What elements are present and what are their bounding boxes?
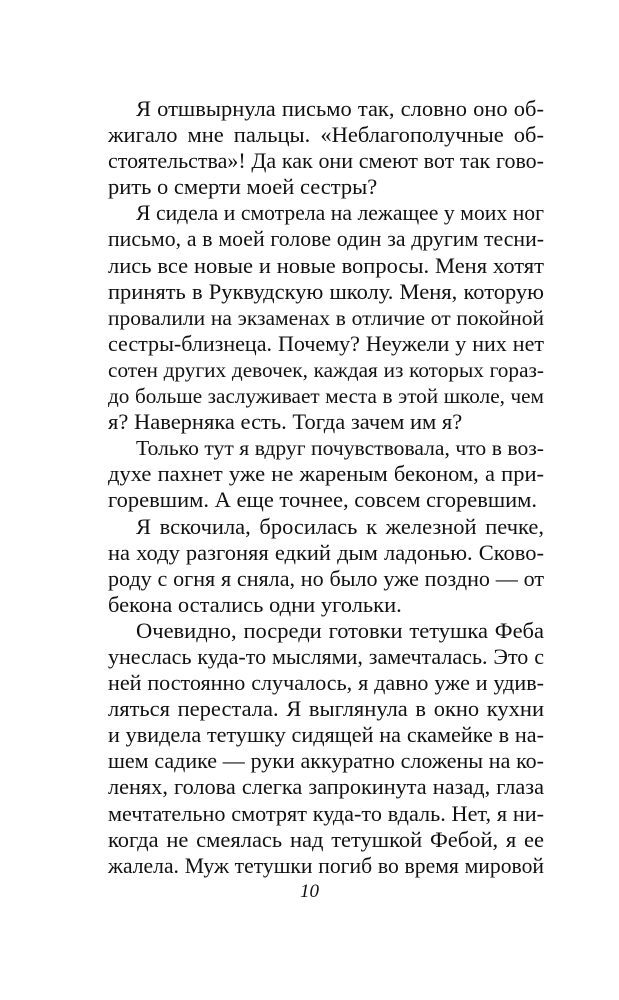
text-line: принять в Руквудскую школу. Меня, которую [108, 278, 544, 304]
text-line: мечтательно смотрят куда-то вдаль. Нет, я ни- [108, 800, 544, 826]
text-line: рить о смерти моей сестры? [108, 174, 378, 200]
text-line: жалела. Муж тетушки погиб во время мировой [108, 853, 544, 878]
text-line: Я сидела и смотрела на лежащее у моих ног [136, 201, 544, 226]
text-line: бекона остались одни угольки. [108, 591, 402, 617]
paragraph [108, 96, 544, 200]
text-line: ляться перестала. Я выглянула в окно кухни [108, 696, 544, 722]
paragraph [108, 435, 544, 513]
text-line: роду с огня я сняла, но было уже поздно — от [108, 565, 544, 591]
paragraph [108, 200, 544, 435]
text-line: ней постоянно случалось, я давно уже и удив- [108, 670, 544, 696]
text-line: духе пахнет уже не жареным беконом, а при- [108, 461, 544, 487]
text-line: лись все новые и новые вопросы. Меня хотят [108, 252, 544, 278]
text-line: и увидела тетушку сидящей на скамейке в на- [108, 722, 544, 748]
text-line: стоятельства»! Да как они смеют вот так гово- [108, 148, 544, 174]
text-line: Очевидно, посреди готовки тетушка Феба [136, 617, 544, 643]
text-line: жигало мне пальцы. «Неблагополучные об- [108, 122, 544, 148]
text-line: я? Наверняка есть. Тогда зачем им я? [108, 409, 463, 435]
text-line: Я вскочила, бросилась к железной печке, [136, 513, 544, 539]
text-line: на ходу разгоняя едкий дым ладонью. Сково- [108, 539, 544, 565]
text-line: шем садике — руки аккуратно сложены на ко- [108, 748, 544, 774]
body-text [108, 96, 544, 879]
text-line: до больше заслуживает места в этой школе, чем [108, 384, 544, 409]
text-line: Только тут я вдруг почувствовала, что в воз- [136, 436, 544, 461]
text-line: горевшим. А еще точнее, совсем сгоревшим. [108, 487, 538, 513]
paragraph [108, 618, 544, 879]
text-line: унеслась куда-то мыслями, замечталась. Это с [108, 643, 544, 669]
text-line: ленях, голова слегка запрокинута назад, глаза [108, 774, 544, 800]
text-line: сестры-близнеца. Почему? Неужели у них нет [108, 330, 544, 356]
text-line: когда не смеялась над тетушкой Фебой, я ее [108, 826, 544, 852]
text-line: Я отшвырнула письмо так, словно оно об- [136, 96, 544, 121]
text-line: провалили на экзаменах в отличие от покойной [108, 305, 544, 330]
page-number: 10 [300, 881, 319, 902]
text-line: сотен других девочек, каждая из которых горaз- [108, 357, 544, 382]
text-line: письмо, а в моей голове один за другим тесни- [108, 227, 544, 252]
paragraph [108, 514, 544, 618]
